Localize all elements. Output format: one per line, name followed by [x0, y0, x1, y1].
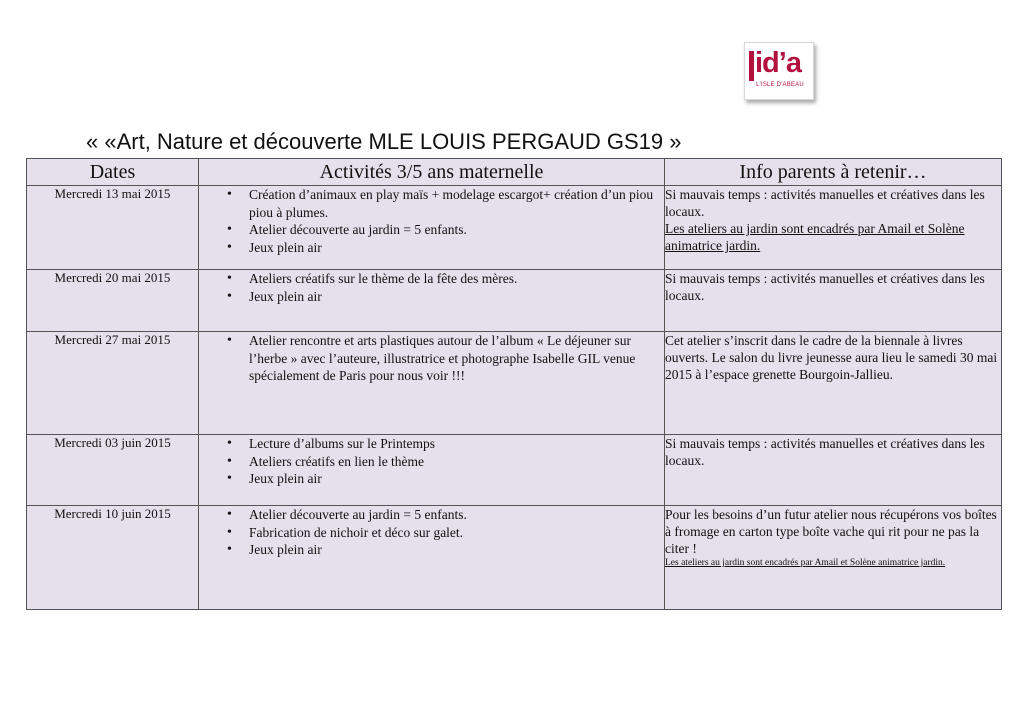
activity-item: • Jeux plein air	[249, 470, 658, 488]
row-activities	[199, 186, 665, 270]
info-note: Les ateliers au jardin sont encadrés par Amail et Solène animatrice jardin.	[665, 221, 965, 253]
row-date: Mercredi 27 mai 2015	[27, 332, 199, 435]
table-row	[27, 506, 1002, 610]
activity-item: • Ateliers créatifs en lien le thème	[249, 453, 658, 471]
activity-item: • Création d’animaux en play maïs + modelage escargot+ création d’un piou piou à plumes.	[249, 186, 658, 221]
row-info	[665, 186, 1002, 270]
row-date: Mercredi 10 juin 2015	[27, 506, 199, 610]
row-activities	[199, 270, 665, 332]
info-text: Si mauvais temps : activités manuelles et créatives dans les locaux.	[665, 436, 985, 468]
activity-item: • Jeux plein air	[249, 541, 658, 559]
table-row	[27, 186, 1002, 270]
page-title: « «Art, Nature et découverte MLE LOUIS PERGAUD GS19 »	[86, 129, 682, 154]
header-info: Info parents à retenir…	[665, 159, 1002, 186]
header-activities: Activités 3/5 ans maternelle	[199, 159, 665, 186]
table-row	[27, 435, 1002, 506]
activity-item: • Lecture d’albums sur le Printemps	[249, 435, 658, 453]
row-info	[665, 270, 1002, 332]
row-date: Mercredi 13 mai 2015	[27, 186, 199, 270]
header-dates: Dates	[27, 159, 199, 186]
logo-mark: id’a	[755, 47, 801, 79]
row-info	[665, 435, 1002, 506]
info-text: Pour les besoins d’un futur atelier nous récupérons vos boîtes à fromage en carton type boîte vache qui rit pour ne pas la citer !	[665, 507, 997, 556]
table-row	[27, 270, 1002, 332]
row-activities	[199, 332, 665, 435]
activity-item: • Atelier rencontre et arts plastiques autour de l’album « Le déjeuner sur l’herbe » avec l’auteure, illustratrice et photographe Isabelle GIL venue spécialement de Paris pour nous voir !!!	[249, 332, 658, 385]
info-note-small: Les ateliers au jardin sont encadrés par Amail et Solène animatrice jardin.	[665, 558, 946, 568]
row-date: Mercredi 03 juin 2015	[27, 435, 199, 506]
logo	[744, 42, 814, 100]
row-activities	[199, 435, 665, 506]
activity-item: • Fabrication de nichoir et déco sur galet.	[249, 524, 658, 542]
schedule-table	[26, 158, 1002, 610]
logo-subtitle: L'ISLE D'ABEAU	[756, 82, 804, 88]
activity-item: • Ateliers créatifs sur le thème de la fête des mères.	[249, 270, 658, 288]
info-text: Cet atelier s’inscrit dans le cadre de la biennale à livres ouverts. Le salon du livre jeunesse aura lieu le samedi 30 mai 2015 à l’espace grenette Bourgoin-Jallieu.	[665, 333, 998, 382]
table-header-row	[27, 159, 1002, 186]
row-date: Mercredi 20 mai 2015	[27, 270, 199, 332]
info-text: Si mauvais temps : activités manuelles et créatives dans les locaux.	[665, 187, 985, 219]
row-info	[665, 506, 1002, 610]
table-row	[27, 332, 1002, 435]
row-info	[665, 332, 1002, 435]
row-activities	[199, 506, 665, 610]
activity-item: • Jeux plein air	[249, 288, 658, 306]
activity-item: • Atelier découverte au jardin = 5 enfants.	[249, 506, 658, 524]
activity-item: • Jeux plein air	[249, 239, 658, 257]
info-text: Si mauvais temps : activités manuelles et créatives dans les locaux.	[665, 271, 985, 303]
activity-item: • Atelier découverte au jardin = 5 enfants.	[249, 221, 658, 239]
logo-bar	[749, 51, 754, 81]
